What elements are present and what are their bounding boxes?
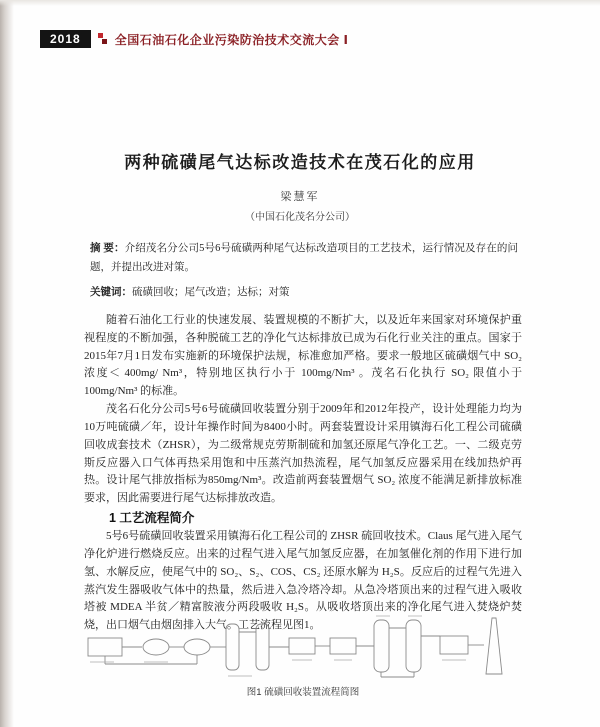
scan-shadow-top	[0, 0, 600, 6]
section1-paragraph-1: 5号6号硫磺回收装置采用镇海石化工程公司的 ZHSR 硫回收技术。Claus 尾气进入尾气净化炉进行燃烧反应。出来的过程气进入尾气加氢反应器，在加氢催化剂的作用下进行加氢、水解反应，使尾气中的 SO₂、S₂、COS、CS₂ 还原水解为 H₂S。反应后的过程气先进入蒸汽发生器吸收气体中的热量，然后进入急冷塔冷却。从急冷塔顶出来的过程气进入吸收塔被 MDEA 半贫／精富胺液分两段吸收 H₂S。从吸收塔顶出来的净化尾气进入焚烧炉焚烧，出口烟气由烟囱排入大气。工艺流程见图1。	[84, 530, 522, 632]
article-title: 两种硫磺尾气达标改造技术在茂石化的应用	[124, 153, 476, 172]
conference-logo-icon	[98, 33, 108, 45]
abstract-line	[90, 240, 518, 278]
abstract-label: 摘 要：	[90, 243, 125, 254]
keywords-label: 关键词：	[90, 286, 132, 298]
abstract-text: 介绍茂名分公司5号6号硫磺两种尾气达标改造项目的工艺技术，运行情况及存在的问题，并提出改进对策。	[90, 243, 519, 273]
intro-paragraph-1: 随着石油化工行业的快速发展、装置规模的不断扩大，以及近年来国家对环境保护重视程度的不断加强，各种脱硫工艺的净化气达标排放已成为石化行业关注的重点。国家于2015年7月1日发布实施新的环境保护法规，标准愈加严格。要求一般地区硫磺烟气中 SO₂ 浓度＜ 400mg/ Nm³，特别地区执行小于 100mg/Nm³ 。茂名石化执行 SO₂ 限值小于 100mg/Nm³ 的标准。	[84, 314, 522, 398]
figure-1-caption: 图1 硫磺回收装置流程简图	[246, 687, 360, 698]
year-badge: 2018	[40, 30, 91, 48]
article-author: 梁慧军	[280, 191, 320, 203]
process-flow-diagram	[84, 612, 524, 680]
figure-1	[84, 612, 522, 712]
page-header	[40, 30, 560, 48]
article-body	[84, 312, 522, 635]
conference-title: 全国石油石化企业污染防治技术交流大会 Ⅰ	[114, 32, 349, 47]
section1-heading: 1 工艺流程简介	[109, 510, 195, 525]
scan-shadow-left	[0, 0, 14, 727]
keywords-text: 硫磺回收；尾气改造；达标；对策	[132, 286, 290, 298]
keywords-line	[90, 284, 518, 303]
abstract-block	[90, 240, 518, 303]
intro-paragraph-2: 茂名石化分公司5号6号硫磺回收装置分别于2009年和2012年投产，设计处理能力均为10万吨硫磺／年，设计年操作时间为8400小时。两套装置设计采用镇海石化工程公司硫磺回收成套技术（ZHSR），为二级常规克劳斯制硫和加氢还原尾气净化工艺。一、二级克劳斯反应器入口气体再热采用饱和中压蒸汽加热流程，尾气加氢反应器采用在线加热炉再热。设计尾气排放指标为850mg/Nm³。改造前两套装置烟气 SO₂ 浓度不能满足新排放标准要求，因此需要进行尾气达标排放改造。	[84, 403, 522, 505]
article-affiliation: （中国石化茂名分公司）	[245, 212, 355, 223]
